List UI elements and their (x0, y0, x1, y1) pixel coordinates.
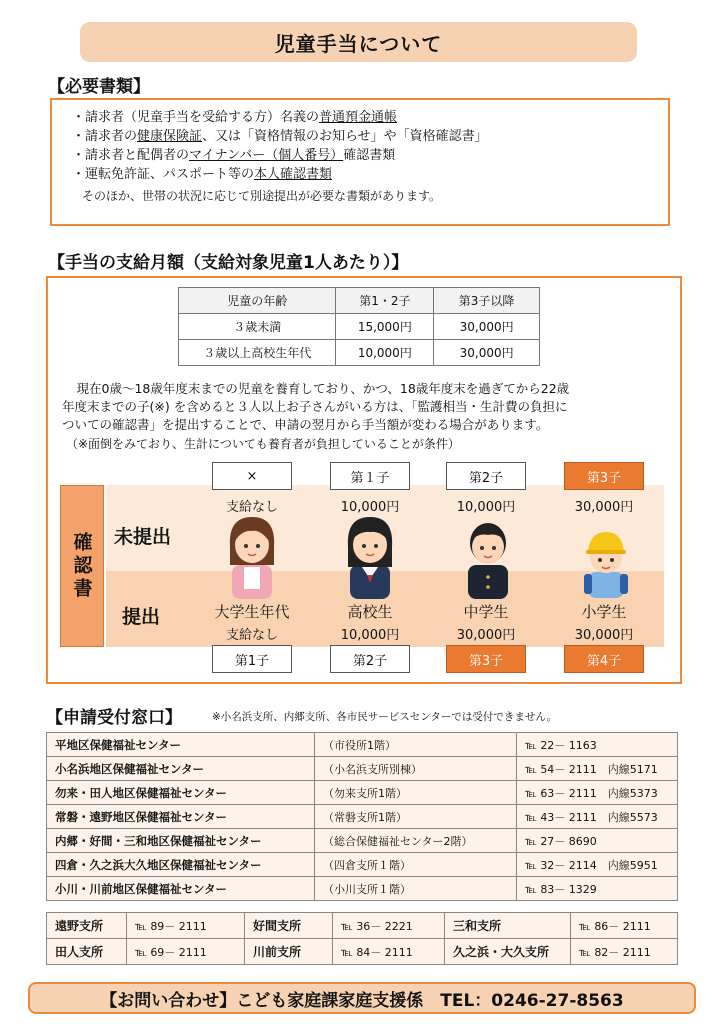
office-location: （常磐支所1階） (315, 805, 517, 829)
office-location: （四倉支所１階） (315, 853, 517, 877)
office-location: （市役所1階） (315, 733, 517, 757)
amount-table (178, 287, 540, 366)
col-header: 第1・2子 (336, 288, 434, 314)
office-phone: ℡ 63－ 2111 内線5373 (517, 781, 678, 805)
documents-heading: 【必要書類】 (48, 77, 150, 97)
contact-bar: 【お問い合わせ】こども家庭課家庭支援係 TEL：0246-27-8563 (28, 982, 696, 1014)
office-phone: ℡ 43－ 2111 内線5573 (517, 805, 678, 829)
kid-label: 小学生 (581, 603, 627, 621)
office-name: 内郷・好間・三和地区保健福祉センター (47, 829, 315, 853)
bottom-tag: 第3子 (446, 645, 526, 673)
branch-name: 好間支所 (245, 913, 333, 939)
bottom-tag: 第4子 (564, 645, 644, 673)
documents-note: そのほか、世帯の状況に応じて別途提出が必要な書類があります。 (82, 189, 442, 203)
table-row (179, 314, 540, 340)
col-header: 児童の年齢 (179, 288, 336, 314)
branch-phone: ℡ 84－ 2111 (333, 939, 445, 965)
documents-box (50, 98, 670, 226)
explanation-line: ついての確認書」を提出することで、申請の翌月から手当額が変わる場合があります。 (62, 417, 549, 432)
office-location: （小川支所１階） (315, 877, 517, 901)
cell: ３歳以上高校生年代 (179, 340, 336, 366)
university-student-illustration (222, 513, 282, 599)
top-tag: 第2子 (446, 462, 526, 490)
branch-name: 久之浜・大久支所 (445, 939, 571, 965)
junior-high-student-illustration (458, 513, 518, 599)
office-phone: ℡ 32－ 2114 内線5951 (517, 853, 678, 877)
table-row (47, 877, 678, 901)
branch-phone: ℡ 36－ 2221 (333, 913, 445, 939)
top-amount: 10,000円 (340, 500, 400, 515)
office-phone: ℡ 27－ 8690 (517, 829, 678, 853)
table-row (47, 733, 678, 757)
cell: 15,000円 (336, 314, 434, 340)
row-unsubmitted: 未提出 (114, 526, 172, 548)
table-row (47, 829, 678, 853)
kid-label: 中学生 (463, 603, 509, 621)
office-phone: ℡ 83－ 1329 (517, 877, 678, 901)
doc-item: ・請求者と配偶者のマイナンバー（個人番号）確認書類 (72, 148, 396, 163)
bottom-amount: 30,000円 (456, 628, 516, 643)
cell: 30,000円 (434, 340, 540, 366)
explanation-line: 年度末までの子(※) を含めると３人以上お子さんがいる方は、「監護相当・生計費の負担に (62, 399, 568, 414)
table-row (47, 781, 678, 805)
top-tag: × (212, 462, 292, 490)
branch-name: 三和支所 (445, 913, 571, 939)
kid-label: 大学生年代 (214, 603, 290, 621)
office-name: 小名浜地区保健福祉センター (47, 757, 315, 781)
office-name: 小川・川前地区保健福祉センター (47, 877, 315, 901)
bottom-amount: 30,000円 (574, 628, 634, 643)
branch-name: 川前支所 (245, 939, 333, 965)
table-row (47, 757, 678, 781)
top-amount: 10,000円 (456, 500, 516, 515)
table-row (47, 805, 678, 829)
kid-label: 高校生 (347, 603, 393, 621)
offices-heading: 【申請受付窓口】 (46, 708, 182, 728)
bottom-amount: 支給なし (225, 628, 278, 643)
explanation-line: 現在0歳～18歳年度末までの児童を養育しており、かつ、18歳年度末を過ぎてから22歳 (64, 381, 570, 396)
cell: 10,000円 (336, 340, 434, 366)
branch-phone: ℡ 89－ 2111 (127, 913, 245, 939)
bottom-amount: 10,000円 (340, 628, 400, 643)
doc-item: ・請求者の健康保険証、又は「資格情報のお知らせ」や「資格確認書」 (72, 129, 488, 144)
bottom-tag: 第2子 (330, 645, 410, 673)
confirmation-label: 確認書 (60, 485, 104, 647)
office-location: （勿来支所1階） (315, 781, 517, 805)
office-name: 勿来・田人地区保健福祉センター (47, 781, 315, 805)
office-name: 四倉・久之浜大久地区保健福祉センター (47, 853, 315, 877)
branch-name: 田人支所 (47, 939, 127, 965)
top-amount: 支給なし (225, 500, 278, 515)
col-header: 第3子以降 (434, 288, 540, 314)
top-amount: 30,000円 (574, 500, 634, 515)
explanation-note: （※面倒をみており、生計についても養育者が負担していることが条件） (66, 437, 460, 451)
table-row (47, 913, 678, 939)
cell: 30,000円 (434, 314, 540, 340)
top-tag: 第１子 (330, 462, 410, 490)
office-location: （総合保健福祉センター2階） (315, 829, 517, 853)
branch-phone: ℡ 86－ 2111 (571, 913, 678, 939)
row-submitted: 提出 (122, 606, 161, 628)
office-table (46, 732, 678, 901)
office-phone: ℡ 54－ 2111 内線5171 (517, 757, 678, 781)
page-title: 児童手当について (80, 22, 637, 62)
branch-phone: ℡ 82－ 2111 (571, 939, 678, 965)
branch-table (46, 912, 678, 965)
amount-heading: 【手当の支給月額（支給対象児童1人あたり）】 (48, 253, 409, 273)
table-row (179, 340, 540, 366)
bottom-tag: 第1子 (212, 645, 292, 673)
branch-name: 遠野支所 (47, 913, 127, 939)
office-phone: ℡ 22－ 1163 (517, 733, 678, 757)
cell: ３歳未満 (179, 314, 336, 340)
elementary-student-illustration (576, 526, 636, 598)
high-school-student-illustration (340, 513, 400, 599)
office-location: （小名浜支所別棟） (315, 757, 517, 781)
doc-item: ・請求者（児童手当を受給する方）名義の普通預金通帳 (72, 110, 398, 125)
office-name: 常磐・遠野地区保健福祉センター (47, 805, 315, 829)
office-name: 平地区保健福祉センター (47, 733, 315, 757)
table-row (47, 939, 678, 965)
table-row (47, 853, 678, 877)
doc-item: ・運転免許証、パスポート等の本人確認書類 (72, 167, 333, 182)
branch-phone: ℡ 69－ 2111 (127, 939, 245, 965)
top-tag: 第3子 (564, 462, 644, 490)
offices-note: ※小名浜支所、内郷支所、各市民サービスセンターでは受付できません。 (212, 711, 558, 723)
